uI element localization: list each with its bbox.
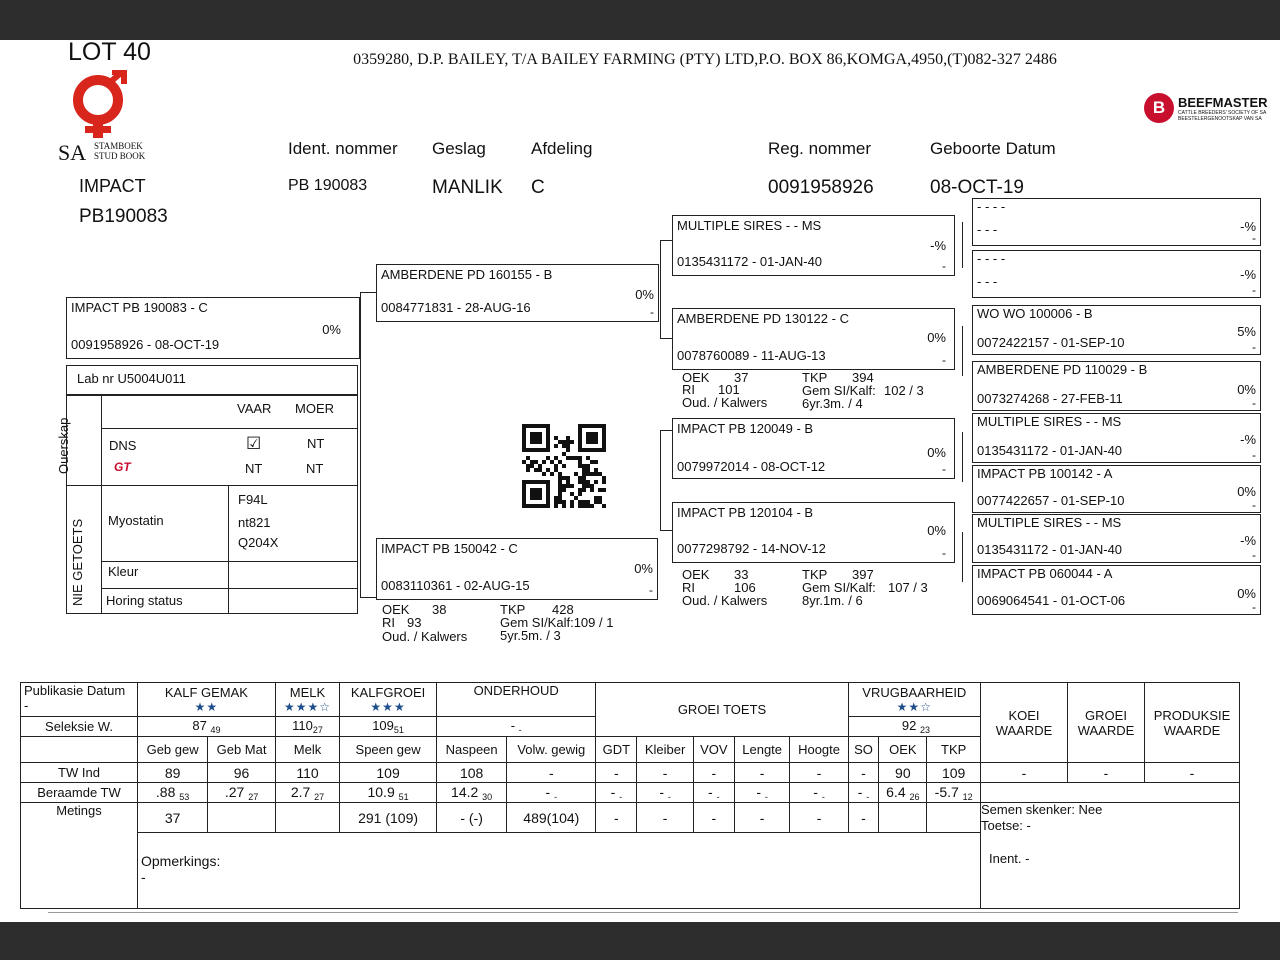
kleur-label: Kleur [108,564,139,579]
cell: - $_-$ [596,783,637,803]
col-header: Speen gew [340,737,437,763]
header-afdeling: Afdeling [531,139,593,158]
groeitoets-header: GROEI TOETS [596,683,848,737]
moer-nt-value: NT [306,461,324,476]
pedigree-dam-dam: IMPACT PB 120104 - B 0% 0077298792 - 14-NOV-12 - [672,502,955,563]
moer-header: MOER [295,401,334,416]
horing-label: Horing status [106,593,183,608]
vaar-header: VAAR [237,401,272,416]
cell: 14.2 $_{30}$ [437,783,507,803]
cell: - [734,763,790,783]
cell [208,803,276,833]
dns-moer-value: NT [307,436,325,451]
table-row [21,763,1240,783]
pedigree-sire: AMBERDENE PD 160155 - B 0% 0084771831 - 28-AUG-16 - [376,264,659,322]
col-header: Lengte [734,737,790,763]
col-header: Volw. gewig [507,737,596,763]
breeder-info: 0359280, D.P. BAILEY, T/A BAILEY FARMING (PTY) LTD,P.O. BOX 86,KOMGA,4950,(T)082-327 2486 [353,51,1057,68]
cell: - [596,803,637,833]
value-geboorte: 08-OCT-19 [930,177,1024,198]
performance-table [20,682,1240,909]
qr-code-icon [522,424,610,508]
vrugbaarheid-header: VRUGBAARHEID ★★☆ [848,683,980,717]
myostatin-q204x: Q204X [238,535,279,550]
connector-line [962,432,963,482]
cell: 89 [138,763,208,783]
cell: - [507,763,596,783]
cell [981,783,1240,803]
header-geslag: Geslag [432,139,486,158]
myostatin-f94l: F94L [238,492,268,507]
col-header: TKP [927,737,981,763]
pedigree-ggp-2: - - - - - - - -% - [972,250,1261,298]
pub-datum-cell: Publikasie Datum - [21,683,138,717]
col-header: Geb gew [138,737,208,763]
row-label: TW Ind [21,763,138,783]
koei-waarde-header: KOEI WAARDE [981,683,1068,763]
header-ident: Ident. nommer [288,139,398,158]
cell: - [637,763,693,783]
pedigree-ggp-8: IMPACT PB 060044 - A 0069064541 - 01-OCT-06 0% - [972,565,1261,615]
checkbox-icon: ☑ [246,434,262,453]
cell: -5.7 $_{12}$ [927,783,981,803]
groei-waarde-header: GROEI WAARDE [1068,683,1145,763]
kalfgemak-header: KALF GEMAK ★★ [138,683,276,717]
kalfgroei-stars-icon: ★★★ [370,700,406,714]
nie-getoets-label: NIE GETOETS [70,518,85,606]
divider [228,485,229,614]
connector-line [962,326,963,376]
cell: 108 [437,763,507,783]
value-ident: PB 190083 [288,177,368,194]
connector-line [660,338,672,339]
cell: 37 [138,803,208,833]
pedigree-ggp-1: - - - - - - - -% - [972,198,1261,246]
cell [275,803,339,833]
cell: - [1068,763,1145,783]
cell: - $_-$ [507,783,596,803]
cell: - [790,803,848,833]
opmerkings: Opmerkings: - [138,833,981,909]
connector-line [660,530,672,531]
value-afdeling: C [531,177,545,198]
cell: - $_-$ [734,783,790,803]
myostatin-label: Myostatin [108,513,164,528]
cell: - $_-$ [790,783,848,803]
cell: 489(104) [507,803,596,833]
pedigree-dam: IMPACT PB 150042 - C 0% 0083110361 - 02-AUG-15 - [376,538,658,600]
pedigree-ggp-6: IMPACT PB 100142 - A 0077422657 - 01-SEP-10 0% - [972,465,1261,513]
cell: - [637,803,693,833]
top-bar [0,0,1280,40]
col-header: VOV [693,737,734,763]
onderhoud-header: ONDERHOUD [437,683,596,717]
dam-stats: OEK 38 RI 93 Oud. / Kalwers TKP 428 Gem SI/Kalf:109 / 1 5yr.5m. / 3 [382,602,614,644]
cell: .88 $_{53}$ [138,783,208,803]
value-reg: 0091958926 [768,177,874,198]
inent-cell: Inent. - [981,833,1240,909]
connector-line [962,222,963,268]
toetse: Toetse: - [981,818,1031,833]
cell: 2.7 $_{27}$ [275,783,339,803]
vaar-nt-value: NT [245,461,263,476]
divider [101,428,358,429]
sa-logo-text: SA [58,140,87,165]
gt-logo-icon: GT [114,460,131,474]
vrug-stars-icon: ★★☆ [896,700,932,714]
melk-header: MELK ★★★☆ [275,683,339,717]
cell: - $_-$ [693,783,734,803]
cell: 291 (109) [340,803,437,833]
col-header: SO [848,737,879,763]
connector-line [660,430,661,530]
divider [101,588,358,589]
header-reg: Reg. nommer [768,139,871,158]
pedigree-sire-dam: AMBERDENE PD 130122 - C 0% 0078760089 - 11-AUG-13 - [672,308,955,370]
kalfgroei-header: KALFGROEI ★★★ [340,683,437,717]
sa-logo-subtext: STAMBOEK STUD BOOK [94,141,146,161]
connector-line [660,240,661,338]
divider [66,485,358,486]
connector-line [660,430,672,431]
cell: - (-) [437,803,507,833]
cell: 110 [275,763,339,783]
lot-number: LOT 40 [68,38,151,66]
beefmaster-logo-icon: B [1144,93,1174,123]
cell: - [596,763,637,783]
cell: 6.4 $_{26}$ [879,783,927,803]
pedigree-ggp-7: MULTIPLE SIRES - - MS 0135431172 - 01-JAN-40 -% - [972,514,1261,563]
lab-number-box: Lab nr U5004U011 [66,365,358,395]
col-header: OEK [879,737,927,763]
pedigree-ggp-3: WO WO 100006 - B 0072422157 - 01-SEP-10 5% - [972,305,1261,355]
bottom-bar [0,922,1280,960]
pedigree-dam-sire: IMPACT PB 120049 - B 0% 0079972014 - 08-OCT-12 - [672,418,955,479]
seleksie-vrug: 92 $_{23}$ [848,717,980,737]
row-label: Metings [21,803,138,833]
connector-line [962,532,963,582]
ouerskap-label: Ouerskap [56,417,71,474]
col-header: Hoogte [790,737,848,763]
cell: - [790,763,848,783]
connector-line [360,292,376,293]
cell: - [848,803,879,833]
cell: 109 [927,763,981,783]
myostatin-nt821: nt821 [238,515,271,530]
col-header: Naspeen [437,737,507,763]
col-header: GDT [596,737,637,763]
dam-dam-stats: OEK 33 RI 106 Oud. / Kalwers TKP 397 Gem SI/Kalf: 107 / 3 8yr.1m. / 6 [682,567,928,608]
cell: - [981,763,1068,783]
melk-stars-icon: ★★★☆ [283,700,332,714]
seleksie-kalfgroei: $109_{51}$ [340,717,437,737]
cell: - [693,803,734,833]
cell: - $_-$ [637,783,693,803]
header-geboorte: Geboorte Datum [930,139,1056,158]
cell [879,803,927,833]
cell: 96 [208,763,276,783]
cell: - [693,763,734,783]
col-header: Melk [275,737,339,763]
seleksie-kalfgemak: 87 $_{49}$ [138,717,276,737]
cell: .27 $_{27}$ [208,783,276,803]
col-header: Geb Mat [208,737,276,763]
blank-cell [21,737,138,763]
dns-label: DNS [109,438,137,453]
value-geslag: MANLIK [432,177,503,198]
connector-line [660,240,672,241]
beefmaster-logo-text: BEEFMASTER [1178,95,1268,110]
beefmaster-logo-subtext: CATTLE BREEDERS' SOCIETY OF SA BEESTELERGENOOTSKAP VAN SA [1178,110,1267,122]
connector-line [360,292,361,597]
cell: 10.9 $_{51}$ [340,783,437,803]
produksie-waarde-header: PRODUKSIE WAARDE [1145,683,1240,763]
pedigree-sire-sire: MULTIPLE SIRES - - MS -% 0135431172 - 01-JAN-40 - [672,215,955,276]
semen-skenker: Semen skenker: Nee [981,802,1103,817]
remarks-row [21,833,1240,909]
seleksie-label: Seleksie W. [21,717,138,737]
animal-id: PB190083 [79,206,168,227]
cell: - [1145,763,1240,783]
sire-dam-stats: OEK 37 RI 101 Oud. / Kalwers TKP 394 Gem SI/Kalf: 102 / 3 6yr.3m. / 4 [682,370,924,411]
table-row [21,783,1240,803]
cell [927,803,981,833]
cell: 109 [340,763,437,783]
pedigree-ggp-4: AMBERDENE PD 110029 - B 0073274268 - 27-FEB-11 0% - [972,361,1261,411]
pedigree-subject: IMPACT PB 190083 - C 0% 0091958926 - 08-OCT-19 [66,297,360,359]
cell: - [734,803,790,833]
pedigree-ggp-5: MULTIPLE SIRES - - MS 0135431172 - 01-JAN-40 -% - [972,413,1261,463]
seleksie-onderhoud: - $_-$ [437,717,596,737]
blank-cell [21,833,138,909]
row-label: Beraamde TW [21,783,138,803]
footer-rule [48,912,1238,913]
animal-name: IMPACT [79,176,146,196]
cell: - $_-$ [848,783,879,803]
kalfgemak-stars-icon: ★★ [194,700,219,714]
connector-line [360,597,376,598]
divider [101,561,358,562]
seleksie-melk: $110_{27}$ [275,717,339,737]
cell: - [848,763,879,783]
col-header: Kleiber [637,737,693,763]
sa-studbook-logo-icon [68,70,132,142]
cell: 90 [879,763,927,783]
